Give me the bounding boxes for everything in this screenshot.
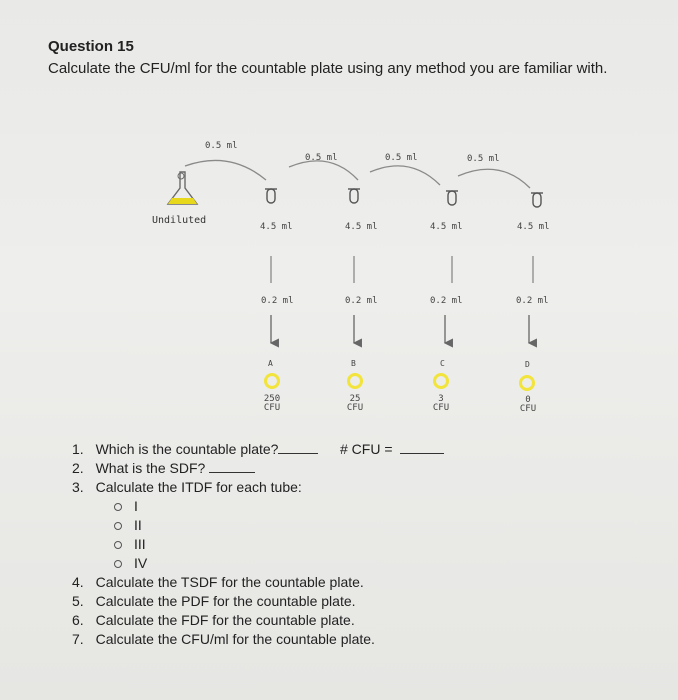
cfu-answer: # CFU =: [340, 440, 444, 459]
plate-count: 25: [349, 394, 361, 404]
question-title: Question 15: [48, 38, 134, 55]
transfer-label: 0.5 ml: [467, 154, 500, 164]
tube-icon: [446, 191, 458, 205]
tube-item: III: [114, 535, 146, 554]
question-2: 2. What is the SDF?: [72, 459, 255, 478]
plate-volume: 0.2 ml: [516, 296, 549, 306]
plate-count: 0: [525, 395, 531, 405]
bullet-icon: [114, 560, 122, 568]
plate-unit: CFU: [263, 403, 281, 413]
plate-count: 250: [263, 394, 281, 404]
bullet-icon: [114, 541, 122, 549]
petri-plate-icon: [521, 377, 534, 390]
petri-plate-icon: [349, 375, 362, 388]
plate-letter: C: [440, 359, 445, 368]
transfer-arc: [185, 160, 266, 180]
tube-icon: [265, 189, 277, 203]
tube-volume: 4.5 ml: [430, 222, 463, 232]
plate-volume: 0.2 ml: [261, 296, 294, 306]
tube-icon: [348, 189, 360, 203]
plate-letter: D: [525, 360, 530, 369]
flask-liquid: [168, 198, 197, 204]
answer-blank[interactable]: [209, 471, 255, 473]
transfer-label: 0.5 ml: [305, 153, 338, 163]
plate-unit: CFU: [519, 404, 537, 414]
question-5: 5. Calculate the PDF for the countable plate.: [72, 593, 356, 609]
tube-item: I: [114, 497, 138, 516]
question-6: 6. Calculate the FDF for the countable plate.: [72, 612, 355, 628]
question-1: 1. Which is the countable plate?: [72, 440, 318, 459]
tube-item: II: [114, 516, 142, 535]
transfer-arc: [458, 169, 530, 188]
undiluted-label: Undiluted: [152, 215, 207, 226]
transfer-label: 0.5 ml: [385, 153, 418, 163]
question-4: 4. Calculate the TSDF for the countable plate.: [72, 574, 364, 590]
plate-letter: B: [351, 359, 356, 368]
flask-icon: [168, 172, 197, 204]
plate-volume: 0.2 ml: [430, 296, 463, 306]
transfer-arc: [370, 166, 440, 185]
tube-volume: 4.5 ml: [260, 222, 293, 232]
bullet-icon: [114, 503, 122, 511]
plate-unit: CFU: [432, 403, 450, 413]
plate-volume: 0.2 ml: [345, 296, 378, 306]
tube-volume: 4.5 ml: [345, 222, 378, 232]
answer-blank[interactable]: [278, 452, 318, 454]
petri-plate-icon: [266, 375, 279, 388]
petri-plate-icon: [435, 375, 448, 388]
question-7: 7. Calculate the CFU/ml for the countable plate.: [72, 631, 375, 647]
first-transfer-label: 0.5 ml: [205, 141, 238, 151]
tube-item: IV: [114, 554, 147, 573]
plate-count: 3: [438, 394, 444, 404]
question-3: 3. Calculate the ITDF for each tube:: [72, 479, 302, 495]
bullet-icon: [114, 522, 122, 530]
question-prompt: Calculate the CFU/ml for the countable plate using any method you are familiar with.: [48, 60, 608, 77]
tube-icon: [531, 193, 543, 207]
transfer-arc: [289, 161, 358, 180]
tube-volume: 4.5 ml: [517, 222, 550, 232]
plate-unit: CFU: [346, 403, 364, 413]
cfu-blank[interactable]: [400, 452, 444, 454]
plate-letter: A: [268, 359, 273, 368]
